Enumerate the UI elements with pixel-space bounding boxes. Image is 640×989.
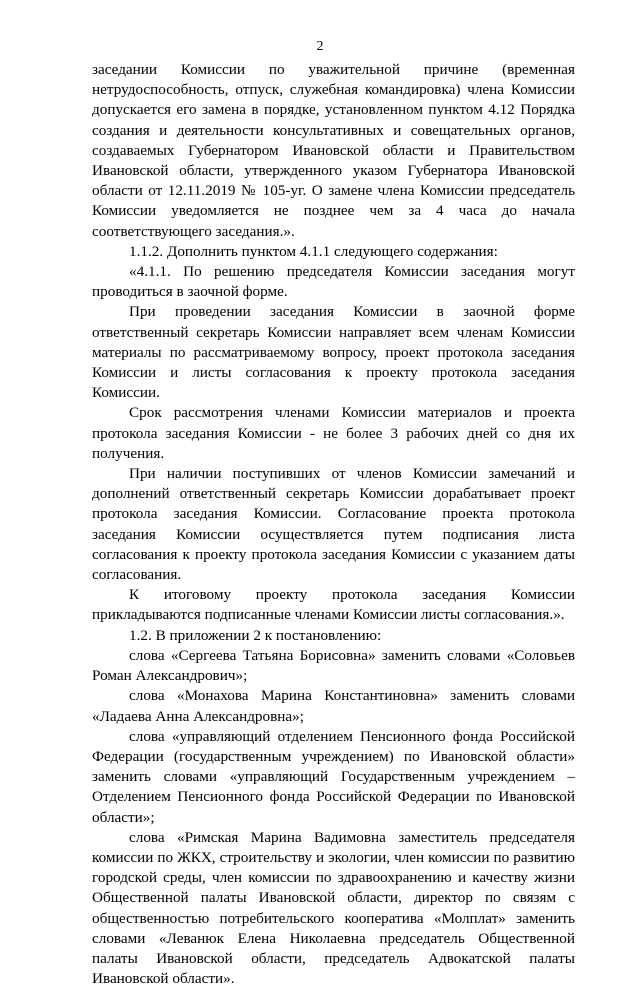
paragraph-replace-1: слова «Сергеева Татьяна Борисовна» заменить словами «Соловьев Роман Александрович»; xyxy=(92,646,575,685)
paragraph-replace-2: слова «Монахова Марина Константиновна» заменить словами «Ладаева Анна Александровна»; xyxy=(92,687,575,725)
paragraph-review-period: Срок рассмотрения членами Комиссии материалов и проекта протокола заседания Комиссии - не более 3 рабочих дней со дня их получения. xyxy=(92,404,575,462)
paragraph-remote-procedure: При проведении заседания Комиссии в заочной форме ответственный секретарь Комиссии направляет всем членам Комиссии материалы по рассматриваемому вопросу, проект протокола заседания Комиссии и листы согласования к проекту протокола заседания Комиссии. xyxy=(92,303,575,402)
paragraph-item-4-1-1: «4.1.1. По решению председателя Комиссии заседания могут проводиться в заочной форме. xyxy=(92,263,575,301)
paragraph-replace-3: слова «управляющий отделением Пенсионного фонда Российской Федерации (государственным учреждением) по Ивановской области» заменить словами «управляющий Государственным учреждением – Отделением Пенсионного фонда Российской Федерации по Ивановской области»; xyxy=(92,727,575,826)
paragraph-continuation: заседании Комиссии по уважительной причине (временная нетрудоспособность, отпуск, служебная командировка) члена Комиссии допускается его замена в порядке, установленном пунктом 4.12 Порядка создания и деятельности консультативных и совещательных органов, создаваемых Губернатором Ивановской области и Правительством Ивановской области, утвержденного указом Губернатора Ивановской области от 12.11.2019 № 105-уг. О замене члена Комиссии председатель Комиссии уведомляется не позднее чем за 4 часа до начала соответствующего заседания.». xyxy=(92,61,575,240)
page-number: 2 xyxy=(316,39,324,54)
paragraph-remarks: При наличии поступивших от членов Комиссии замечаний и дополнений ответственный секретарь Комиссии дорабатывает проект протокола заседания Комиссии. Согласование проекта протокола заседания Комиссии осуществляется путем подписания листа согласования к проекту протокола заседания Комиссии с указанием даты согласования. xyxy=(92,465,575,584)
paragraph-item-1-2: 1.2. В приложении 2 к постановлению: xyxy=(129,626,382,644)
paragraph-item-1-1-2: 1.1.2. Дополнить пунктом 4.1.1 следующего содержания: xyxy=(129,242,498,260)
paragraph-replace-4: слова «Римская Марина Вадимовна заместитель председателя комиссии по ЖКХ, строительству и экологии, член комиссии по развитию городской среды, член комиссии по здравоохранению и качеству жизни Общественной палаты Ивановской области, директор по связям с общественностью потребительского кооператива «Молплат» заменить словами «Леванюк Елена Николаевна председатель Общественной палаты Ивановской области, председатель Адвокатской палаты Ивановской области». xyxy=(92,828,575,988)
paragraph-final-draft: К итоговому проекту протокола заседания Комиссии прикладываются подписанные членами Комиссии листы согласования.». xyxy=(92,586,575,624)
document-body xyxy=(92,60,575,989)
